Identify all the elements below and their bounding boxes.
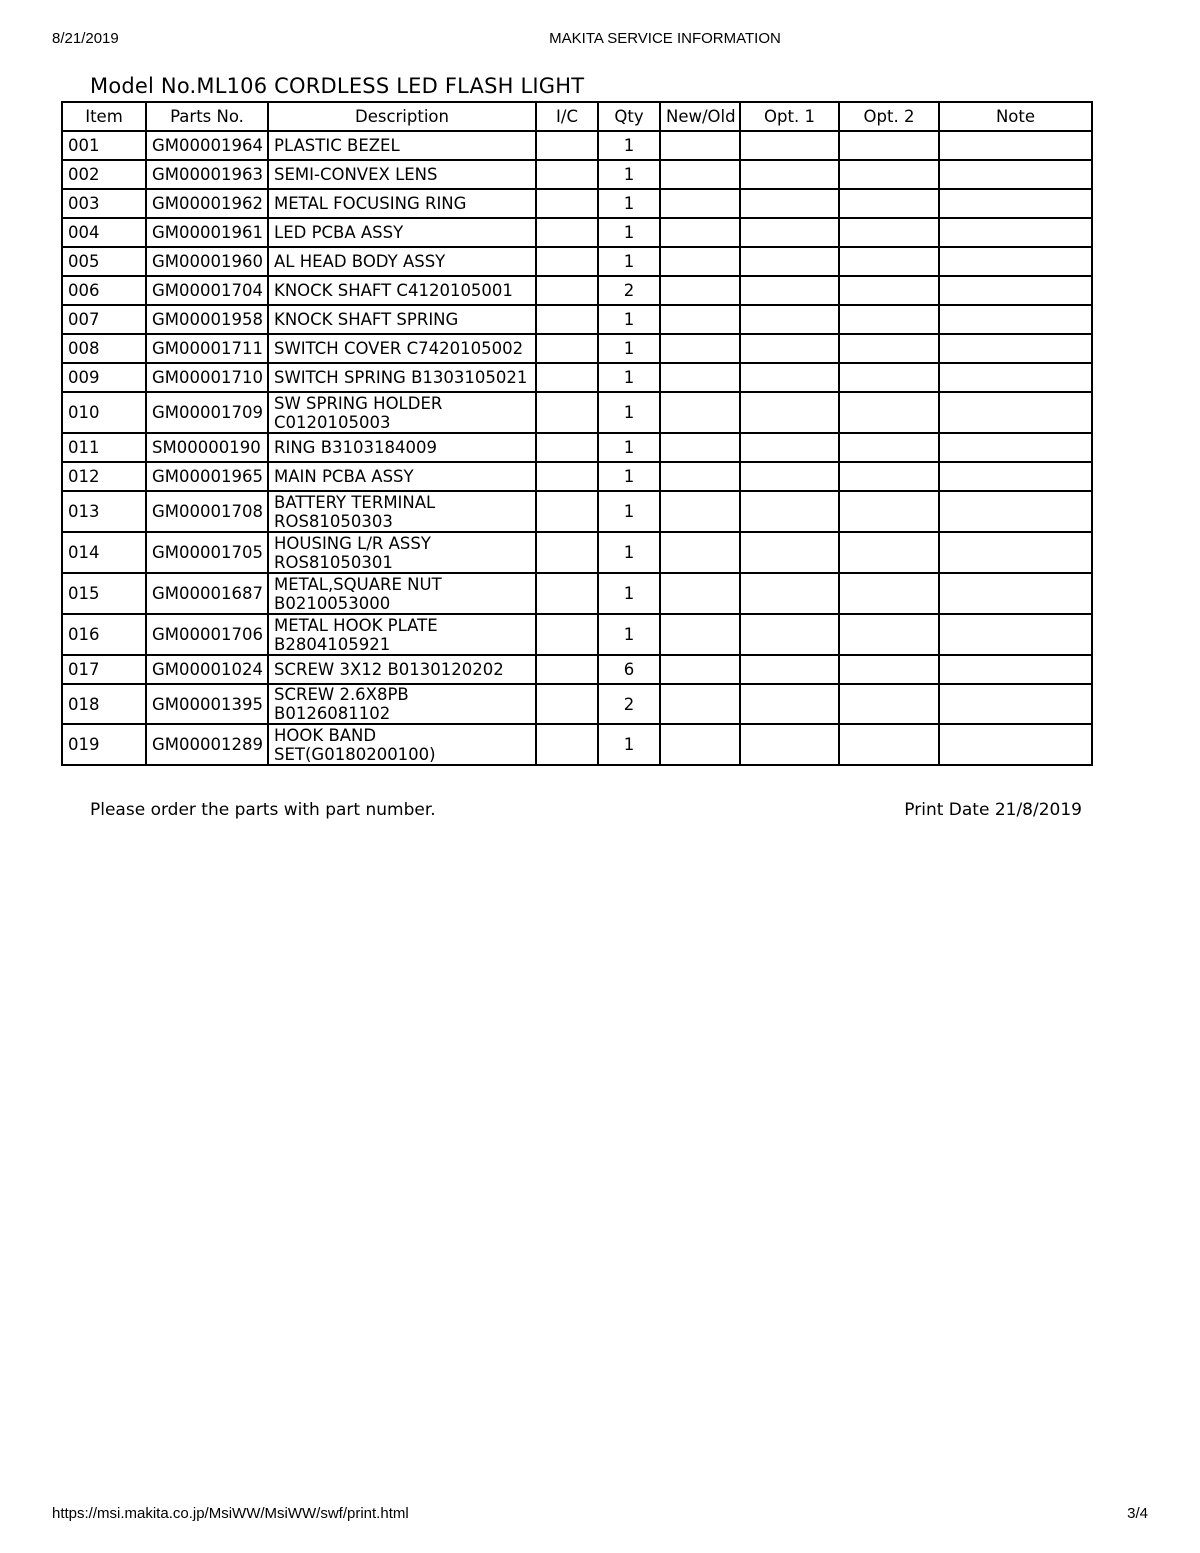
option-1-cell (740, 614, 839, 655)
note-cell (939, 189, 1092, 218)
item-cell: 002 (62, 160, 146, 189)
ic-cell (536, 573, 598, 614)
qty-cell: 1 (598, 160, 660, 189)
note-cell (939, 334, 1092, 363)
option-1-cell (740, 573, 839, 614)
description-cell: METAL,SQUARE NUT B0210053000 (268, 573, 536, 614)
print-date: Print Date 21/8/2019 (904, 800, 1082, 820)
option-2-cell (839, 573, 939, 614)
qty-cell: 1 (598, 334, 660, 363)
description-cell: LED PCBA ASSY (268, 218, 536, 247)
part-number-cell: GM00001958 (146, 305, 268, 334)
note-cell (939, 724, 1092, 765)
note-cell (939, 491, 1092, 532)
part-number-cell: GM00001960 (146, 247, 268, 276)
column-header: Note (939, 102, 1092, 131)
item-cell: 015 (62, 573, 146, 614)
column-header: I/C (536, 102, 598, 131)
parts-table-body (62, 131, 1092, 765)
new-old-cell (660, 363, 740, 392)
option-1-cell (740, 247, 839, 276)
item-cell: 010 (62, 392, 146, 433)
note-cell (939, 392, 1092, 433)
option-2-cell (839, 305, 939, 334)
item-cell: 017 (62, 655, 146, 684)
new-old-cell (660, 131, 740, 160)
item-cell: 018 (62, 684, 146, 724)
option-2-cell (839, 614, 939, 655)
ic-cell (536, 491, 598, 532)
parts-table (61, 101, 1093, 766)
column-header: Parts No. (146, 102, 268, 131)
part-number-cell: GM00001964 (146, 131, 268, 160)
note-cell (939, 684, 1092, 724)
option-2-cell (839, 334, 939, 363)
item-cell: 012 (62, 462, 146, 491)
part-number-cell: GM00001710 (146, 363, 268, 392)
qty-cell: 1 (598, 491, 660, 532)
table-row (62, 614, 1092, 655)
option-2-cell (839, 392, 939, 433)
description-cell: SW SPRING HOLDER C0120105003 (268, 392, 536, 433)
model-title: Model No.ML106 CORDLESS LED FLASH LIGHT (90, 74, 585, 98)
ic-cell (536, 218, 598, 247)
print-footer-url: https://msi.makita.co.jp/MsiWW/MsiWW/swf/print.html (52, 1505, 409, 1522)
qty-cell: 1 (598, 247, 660, 276)
part-number-cell: SM00000190 (146, 433, 268, 462)
column-header: Description (268, 102, 536, 131)
table-row (62, 276, 1092, 305)
table-row (62, 724, 1092, 765)
ic-cell (536, 276, 598, 305)
new-old-cell (660, 247, 740, 276)
note-cell (939, 532, 1092, 573)
new-old-cell (660, 305, 740, 334)
qty-cell: 1 (598, 305, 660, 334)
option-1-cell (740, 218, 839, 247)
qty-cell: 1 (598, 189, 660, 218)
new-old-cell (660, 218, 740, 247)
qty-cell: 1 (598, 614, 660, 655)
ic-cell (536, 334, 598, 363)
option-2-cell (839, 491, 939, 532)
note-cell (939, 160, 1092, 189)
qty-cell: 1 (598, 392, 660, 433)
note-cell (939, 218, 1092, 247)
option-1-cell (740, 160, 839, 189)
table-row (62, 160, 1092, 189)
table-row (62, 305, 1092, 334)
new-old-cell (660, 334, 740, 363)
description-cell: SCREW 3X12 B0130120202 (268, 655, 536, 684)
new-old-cell (660, 462, 740, 491)
item-cell: 008 (62, 334, 146, 363)
table-row (62, 573, 1092, 614)
option-2-cell (839, 218, 939, 247)
part-number-cell: GM00001711 (146, 334, 268, 363)
table-row (62, 392, 1092, 433)
item-cell: 009 (62, 363, 146, 392)
item-cell: 006 (62, 276, 146, 305)
note-cell (939, 433, 1092, 462)
ic-cell (536, 684, 598, 724)
option-1-cell (740, 334, 839, 363)
item-cell: 014 (62, 532, 146, 573)
table-row (62, 655, 1092, 684)
option-2-cell (839, 276, 939, 305)
option-2-cell (839, 363, 939, 392)
ic-cell (536, 392, 598, 433)
ic-cell (536, 363, 598, 392)
table-header-row (62, 102, 1092, 131)
column-header: Opt. 1 (740, 102, 839, 131)
qty-cell: 1 (598, 462, 660, 491)
table-row (62, 433, 1092, 462)
ic-cell (536, 724, 598, 765)
description-cell: HOUSING L/R ASSY ROS81050301 (268, 532, 536, 573)
option-1-cell (740, 462, 839, 491)
part-number-cell: GM00001708 (146, 491, 268, 532)
part-number-cell: GM00001965 (146, 462, 268, 491)
description-cell: PLASTIC BEZEL (268, 131, 536, 160)
ic-cell (536, 614, 598, 655)
option-2-cell (839, 189, 939, 218)
table-row (62, 491, 1092, 532)
ic-cell (536, 189, 598, 218)
item-cell: 016 (62, 614, 146, 655)
table-row (62, 532, 1092, 573)
note-cell (939, 614, 1092, 655)
qty-cell: 1 (598, 573, 660, 614)
option-1-cell (740, 131, 839, 160)
print-footer-page: 3/4 (1127, 1505, 1148, 1522)
new-old-cell (660, 160, 740, 189)
table-row (62, 684, 1092, 724)
option-1-cell (740, 724, 839, 765)
option-2-cell (839, 684, 939, 724)
description-cell: MAIN PCBA ASSY (268, 462, 536, 491)
qty-cell: 1 (598, 363, 660, 392)
new-old-cell (660, 573, 740, 614)
description-cell: SEMI-CONVEX LENS (268, 160, 536, 189)
table-row (62, 363, 1092, 392)
new-old-cell (660, 684, 740, 724)
print-header-title: MAKITA SERVICE INFORMATION (549, 30, 781, 47)
column-header: Opt. 2 (839, 102, 939, 131)
option-1-cell (740, 655, 839, 684)
description-cell: METAL FOCUSING RING (268, 189, 536, 218)
description-cell: RING B3103184009 (268, 433, 536, 462)
part-number-cell: GM00001024 (146, 655, 268, 684)
note-cell (939, 247, 1092, 276)
new-old-cell (660, 614, 740, 655)
part-number-cell: GM00001963 (146, 160, 268, 189)
new-old-cell (660, 532, 740, 573)
option-2-cell (839, 462, 939, 491)
part-number-cell: GM00001395 (146, 684, 268, 724)
column-header: Qty (598, 102, 660, 131)
option-1-cell (740, 363, 839, 392)
table-row (62, 247, 1092, 276)
qty-cell: 1 (598, 131, 660, 160)
table-row (62, 218, 1092, 247)
item-cell: 011 (62, 433, 146, 462)
item-cell: 003 (62, 189, 146, 218)
description-cell: KNOCK SHAFT C4120105001 (268, 276, 536, 305)
new-old-cell (660, 655, 740, 684)
note-cell (939, 305, 1092, 334)
description-cell: BATTERY TERMINAL ROS81050303 (268, 491, 536, 532)
new-old-cell (660, 392, 740, 433)
table-row (62, 189, 1092, 218)
description-cell: METAL HOOK PLATE B2804105921 (268, 614, 536, 655)
note-cell (939, 655, 1092, 684)
qty-cell: 1 (598, 532, 660, 573)
item-cell: 013 (62, 491, 146, 532)
ic-cell (536, 131, 598, 160)
description-cell: SWITCH SPRING B1303105021 (268, 363, 536, 392)
qty-cell: 1 (598, 218, 660, 247)
note-cell (939, 573, 1092, 614)
ic-cell (536, 433, 598, 462)
option-1-cell (740, 189, 839, 218)
qty-cell: 1 (598, 433, 660, 462)
part-number-cell: GM00001704 (146, 276, 268, 305)
ic-cell (536, 532, 598, 573)
option-2-cell (839, 532, 939, 573)
option-2-cell (839, 131, 939, 160)
table-row (62, 334, 1092, 363)
print-header-date: 8/21/2019 (52, 30, 119, 47)
new-old-cell (660, 276, 740, 305)
new-old-cell (660, 433, 740, 462)
column-header: Item (62, 102, 146, 131)
ic-cell (536, 247, 598, 276)
new-old-cell (660, 491, 740, 532)
part-number-cell: GM00001705 (146, 532, 268, 573)
description-cell: HOOK BAND SET(G0180200100) (268, 724, 536, 765)
item-cell: 004 (62, 218, 146, 247)
option-1-cell (740, 684, 839, 724)
part-number-cell: GM00001709 (146, 392, 268, 433)
note-cell (939, 462, 1092, 491)
ic-cell (536, 655, 598, 684)
table-row (62, 131, 1092, 160)
table-row (62, 462, 1092, 491)
option-1-cell (740, 491, 839, 532)
order-instruction: Please order the parts with part number. (90, 800, 436, 820)
new-old-cell (660, 189, 740, 218)
qty-cell: 2 (598, 684, 660, 724)
ic-cell (536, 160, 598, 189)
qty-cell: 1 (598, 724, 660, 765)
part-number-cell: GM00001961 (146, 218, 268, 247)
part-number-cell: GM00001962 (146, 189, 268, 218)
note-cell (939, 363, 1092, 392)
note-cell (939, 131, 1092, 160)
part-number-cell: GM00001706 (146, 614, 268, 655)
option-2-cell (839, 160, 939, 189)
note-cell (939, 276, 1092, 305)
item-cell: 019 (62, 724, 146, 765)
qty-cell: 6 (598, 655, 660, 684)
description-cell: SCREW 2.6X8PB B0126081102 (268, 684, 536, 724)
column-header: New/Old (660, 102, 740, 131)
option-2-cell (839, 433, 939, 462)
ic-cell (536, 305, 598, 334)
option-2-cell (839, 247, 939, 276)
description-cell: KNOCK SHAFT SPRING (268, 305, 536, 334)
part-number-cell: GM00001289 (146, 724, 268, 765)
description-cell: SWITCH COVER C7420105002 (268, 334, 536, 363)
option-1-cell (740, 305, 839, 334)
new-old-cell (660, 724, 740, 765)
option-1-cell (740, 276, 839, 305)
item-cell: 005 (62, 247, 146, 276)
description-cell: AL HEAD BODY ASSY (268, 247, 536, 276)
option-2-cell (839, 655, 939, 684)
ic-cell (536, 462, 598, 491)
item-cell: 007 (62, 305, 146, 334)
option-1-cell (740, 433, 839, 462)
option-1-cell (740, 532, 839, 573)
option-1-cell (740, 392, 839, 433)
part-number-cell: GM00001687 (146, 573, 268, 614)
item-cell: 001 (62, 131, 146, 160)
option-2-cell (839, 724, 939, 765)
qty-cell: 2 (598, 276, 660, 305)
